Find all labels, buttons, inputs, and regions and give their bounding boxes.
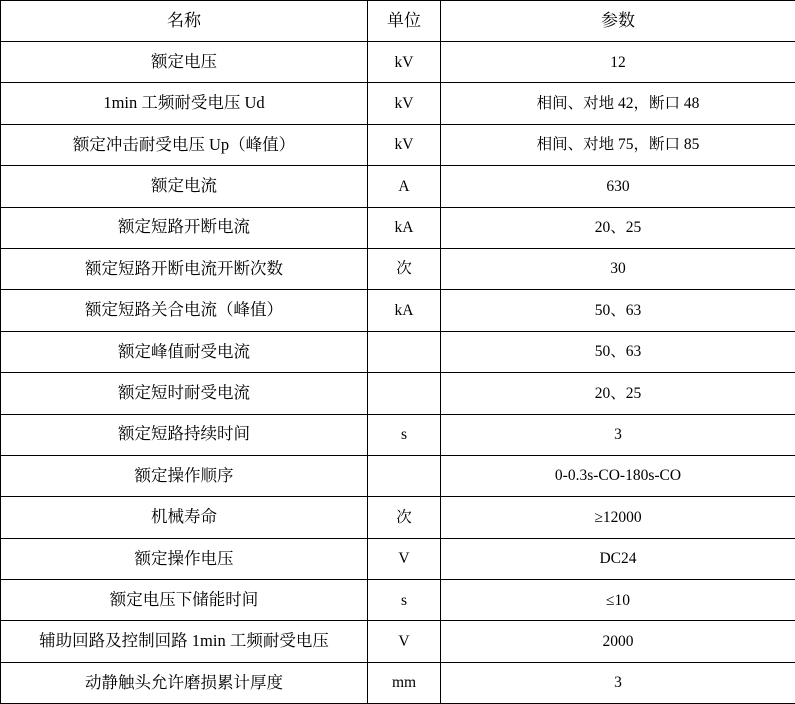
cell-unit: 次 [368,497,441,538]
table-row [1,497,795,538]
cell-name: 辅助回路及控制回路 1min 工频耐受电压 [1,621,368,662]
cell-param: DC24 [441,538,795,579]
cell-unit: kA [368,290,441,331]
column-header-unit: 单位 [368,1,441,42]
table-row [1,207,795,248]
table-row [1,580,795,621]
cell-name: 额定电流 [1,166,368,207]
table-header-row [1,1,795,42]
table-row [1,248,795,289]
column-header-name: 名称 [1,1,368,42]
cell-unit [368,331,441,372]
cell-param: 相间、对地 75，断口 85 [441,124,795,165]
table-row [1,331,795,372]
cell-name: 额定短时耐受电流 [1,373,368,414]
cell-unit: kV [368,124,441,165]
cell-name: 额定峰值耐受电流 [1,331,368,372]
cell-param: 50、63 [441,290,795,331]
cell-name: 额定电压下储能时间 [1,580,368,621]
cell-param: 相间、对地 42，断口 48 [441,83,795,124]
cell-name: 额定操作电压 [1,538,368,579]
column-header-param: 参数 [441,1,795,42]
cell-param: 20、25 [441,373,795,414]
cell-unit: V [368,621,441,662]
table-row [1,83,795,124]
cell-name: 动静触头允许磨损累计厚度 [1,662,368,703]
cell-name: 额定短路持续时间 [1,414,368,455]
table-row [1,42,795,83]
cell-param: 3 [441,414,795,455]
cell-unit: V [368,538,441,579]
cell-unit: 次 [368,248,441,289]
table-row [1,124,795,165]
cell-param: 12 [441,42,795,83]
table-row [1,166,795,207]
cell-param: 2000 [441,621,795,662]
cell-param: ≤10 [441,580,795,621]
cell-param: 50、63 [441,331,795,372]
cell-param: 630 [441,166,795,207]
cell-name: 额定电压 [1,42,368,83]
table-row [1,290,795,331]
cell-name: 额定短路开断电流 [1,207,368,248]
cell-unit: A [368,166,441,207]
cell-unit: s [368,414,441,455]
table-row [1,621,795,662]
cell-param: 30 [441,248,795,289]
cell-unit: mm [368,662,441,703]
table-row [1,662,795,703]
cell-param: 20、25 [441,207,795,248]
cell-unit: s [368,580,441,621]
cell-name: 额定短路开断电流开断次数 [1,248,368,289]
cell-unit: kV [368,83,441,124]
cell-name: 额定短路关合电流（峰值） [1,290,368,331]
cell-unit: kA [368,207,441,248]
cell-param: ≥12000 [441,497,795,538]
cell-param: 0-0.3s-CO-180s-CO [441,455,795,496]
table-row [1,414,795,455]
table-header [1,1,795,42]
cell-name: 机械寿命 [1,497,368,538]
table-body [1,42,795,704]
cell-unit: kV [368,42,441,83]
cell-unit [368,373,441,414]
cell-name: 额定操作顺序 [1,455,368,496]
table-row [1,538,795,579]
table-row [1,455,795,496]
cell-unit [368,455,441,496]
table-row [1,373,795,414]
cell-param: 3 [441,662,795,703]
cell-name: 1min 工频耐受电压 Ud [1,83,368,124]
cell-name: 额定冲击耐受电压 Up（峰值） [1,124,368,165]
